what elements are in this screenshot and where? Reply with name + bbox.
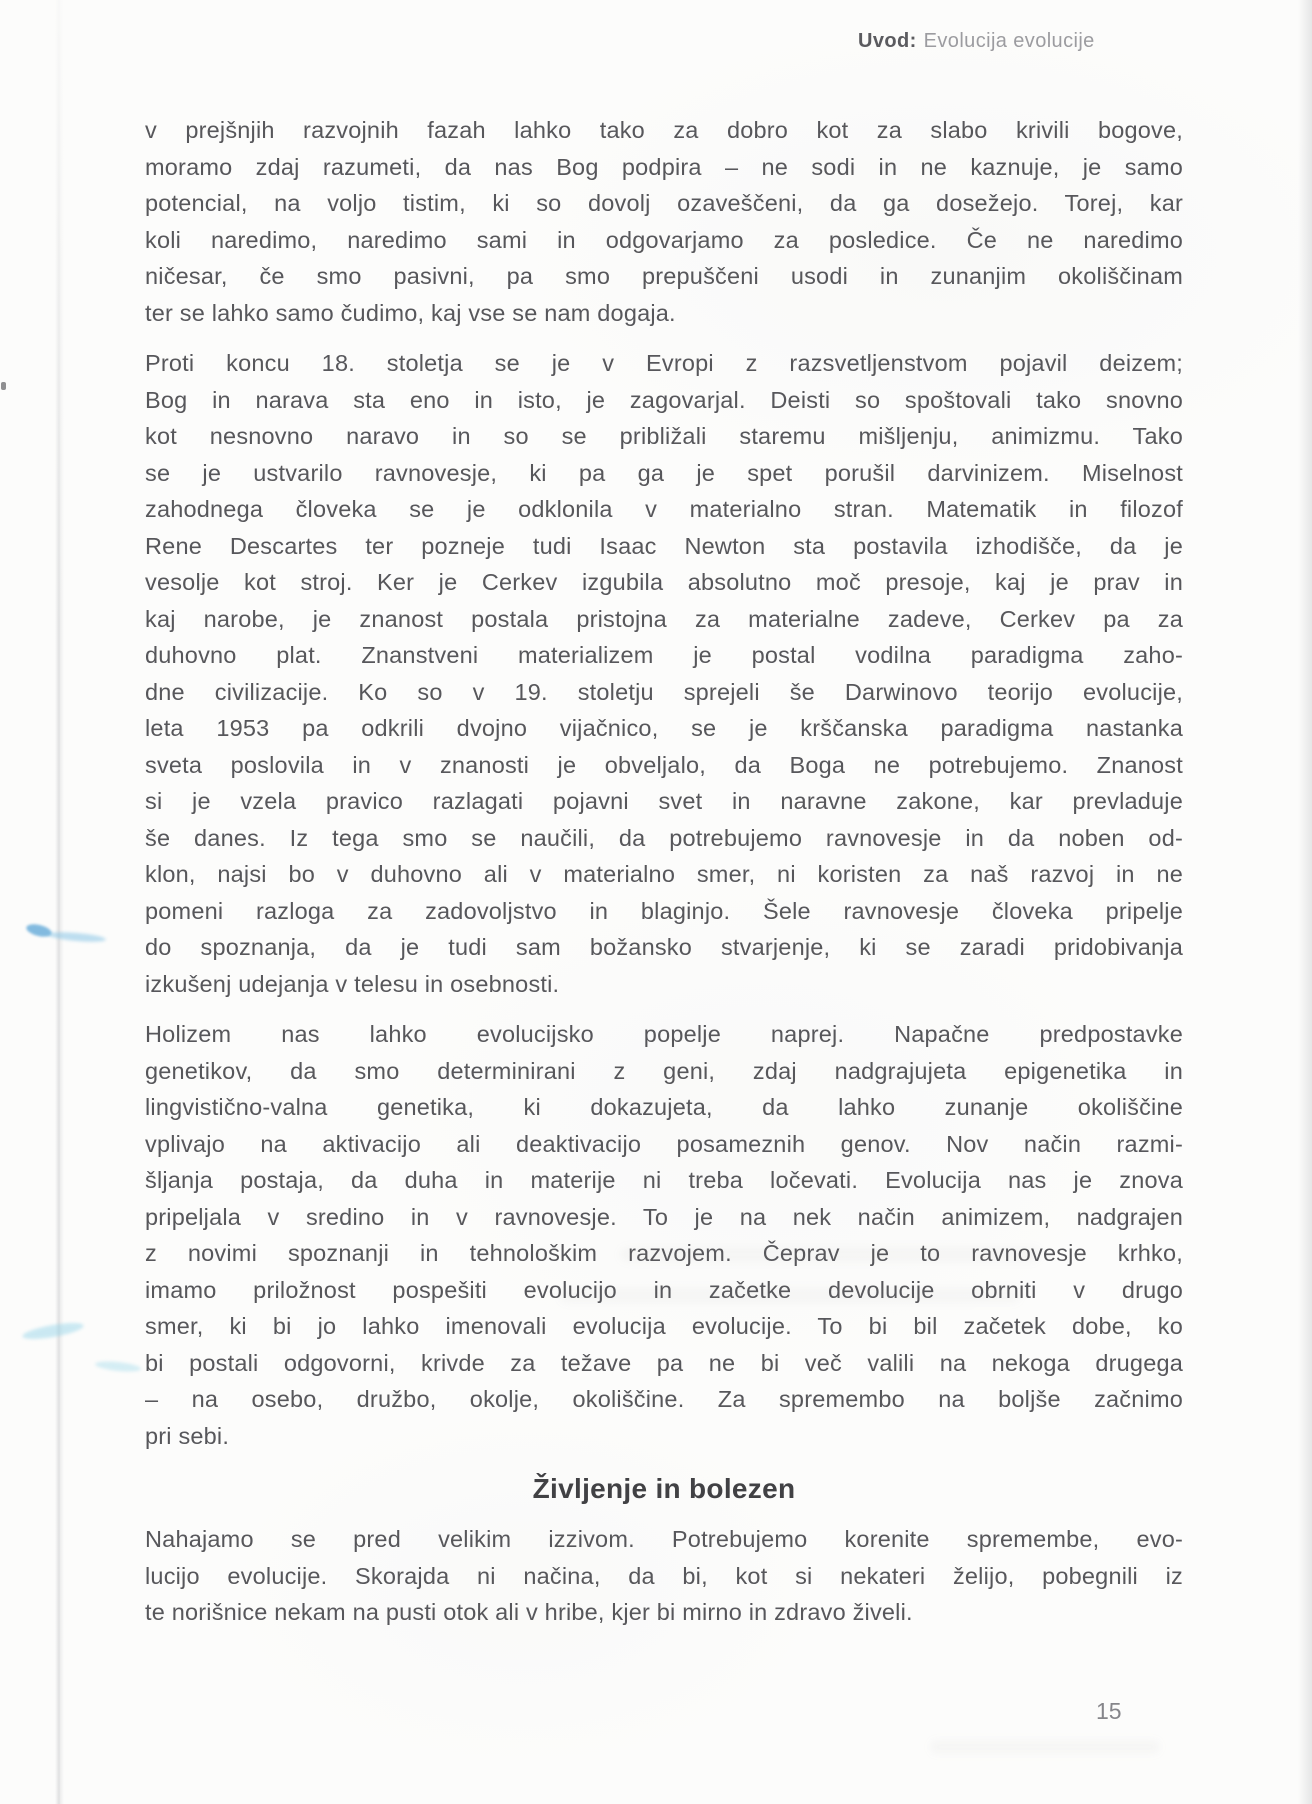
paragraph [145, 1521, 1183, 1631]
text-line: kaj narobe, je znanost postala pristojna za materialne zadeve, Cerkev pa za [145, 605, 1183, 632]
text-line: ter se lahko samo čudimo, kaj vse se nam dogaja. [145, 299, 676, 326]
text-line: duhovno plat. Znanstveni materializem je postal vodilna paradigma zaho- [145, 642, 1183, 668]
text-line: v prejšnjih razvojnih fazah lahko tako za dobro kot za slabo krivili bogove, [145, 117, 1183, 143]
running-header [858, 28, 1095, 54]
text-line: potencial, na voljo tistim, ki so dovolj ozaveščeni, da ga dosežejo. Torej, kar [145, 190, 1183, 216]
text-line: genetikov, da smo determinirani z geni, zdaj nadgrajujeta epigenetika in [145, 1057, 1183, 1084]
text-line: Bog in narava sta eno in isto, je zagovarjal. Deisti so spoštovali tako snovno [145, 386, 1183, 413]
section-heading: Življenje in bolezen [532, 1473, 796, 1504]
page-number: 15 [1096, 1698, 1122, 1724]
scan-speck [1, 382, 6, 390]
text-line: lingvistično-valna genetika, ki dokazujeta, da lahko zunanje okoliščine [145, 1094, 1183, 1120]
text-line: si je vzela pravico razlagati pojavni svet in naravne zakone, kar prevladuje [145, 788, 1183, 814]
text-line: vesolje kot stroj. Ker je Cerkev izgubila absolutno moč presoje, kaj je prav in [145, 569, 1183, 595]
text-line: Proti koncu 18. stoletja se je v Evropi z razsvetljenstvom pojavil deizem; [145, 350, 1183, 376]
paragraph [145, 1016, 1183, 1454]
page-gutter-crease [55, 0, 64, 1804]
bleed-through-ghost [560, 1288, 1020, 1303]
text-line: še danes. Iz tega smo se naučili, da potrebujemo ravnovesje in da noben od- [145, 824, 1183, 851]
bleed-through-ghost [620, 1247, 1040, 1262]
text-line: zahodnega človeka se je odklonila v materialno stran. Matematik in filozof [145, 496, 1183, 522]
text-line: pomeni razloga za zadovoljstvo in blaginjo. Šele ravnovesje človeka pripelje [145, 897, 1183, 924]
text-line: lucijo evolucije. Skorajda ni načina, da bi, kot si nekateri želijo, pobegnili iz [145, 1562, 1183, 1589]
text-line: bi postali odgovorni, krivde za težave pa ne bi več valili na nekoga drugega [145, 1349, 1183, 1376]
body-text-block [145, 112, 1183, 1645]
paragraph [145, 345, 1183, 1002]
text-line: ničesar, če smo pasivni, pa smo prepuščeni usodi in zunanjim okoliščinam [145, 263, 1183, 289]
text-line: z novimi spoznanji in tehnološkim razvojem. Čeprav je to ravnovesje krhko, [145, 1240, 1183, 1266]
text-line: izkušenj udejanja v telesu in osebnosti. [145, 970, 560, 997]
text-line: vplivajo na aktivacijo ali deaktivacijo posameznih genov. Nov način razmi- [145, 1130, 1183, 1157]
running-header-section: Uvod: [858, 30, 917, 52]
text-line: Rene Descartes ter pozneje tudi Isaac Newton sta postavila izhodišče, da je [145, 532, 1183, 559]
text-line: pri sebi. [145, 1422, 230, 1449]
text-line: šljanja postaja, da duha in materije ni treba ločevati. Evolucija nas je znova [145, 1167, 1183, 1193]
running-header-chapter: Evolucija evolucije [923, 30, 1095, 52]
ink-smudge [25, 922, 53, 939]
text-line: moramo zdaj razumeti, da nas Bog podpira – ne sodi in ne kaznuje, je samo [145, 153, 1183, 180]
text-line: do spoznanja, da je tudi sam božansko stvarjenje, ki se zaradi pridobivanja [145, 934, 1183, 960]
text-line: pripeljala v sredino in v ravnovesje. To je na nek način animizem, nadgrajen [145, 1203, 1183, 1230]
text-line: koli naredimo, naredimo sami in odgovarjamo za posledice. Če ne naredimo [145, 226, 1183, 253]
text-line: klon, najsi bo v duhovno ali v materialno smer, ni koristen za naš razvoj in ne [145, 861, 1183, 887]
page-edge-shadow [1298, 0, 1312, 1804]
ink-smudge [21, 1320, 84, 1343]
text-line: se je ustvarilo ravnovesje, ki pa ga je spet porušil darvinizem. Miselnost [145, 459, 1183, 486]
text-line: dne civilizacije. Ko so v 19. stoletju sprejeli še Darwinovo teorijo evolucije, [145, 678, 1183, 705]
text-line: imamo priložnost pospešiti evolucijo in začetke devolucije obrniti v drugo [145, 1276, 1183, 1303]
text-line: Nahajamo se pred velikim izzivom. Potrebujemo korenite spremembe, evo- [145, 1526, 1183, 1552]
paragraph [145, 112, 1183, 331]
text-line: kot nesnovno naravo in so se približali staremu mišljenju, animizmu. Tako [145, 423, 1183, 449]
text-line: te norišnice nekam na pusti otok ali v hribe, kjer bi mirno in zdravo živeli. [145, 1599, 913, 1625]
text-line: smer, ki bi jo lahko imenovali evolucija evolucije. To bi bil začetek dobe, ko [145, 1313, 1183, 1339]
text-line: Holizem nas lahko evolucijsko popelje naprej. Napačne predpostavke [145, 1021, 1183, 1047]
bleed-through-ghost [930, 1740, 1160, 1754]
text-line: – na osebo, družbo, okolje, okoliščine. Za spremembo na boljše začnimo [145, 1386, 1183, 1412]
text-line: sveta poslovila in v znanosti je obveljalo, da Boga ne potrebujemo. Znanost [145, 751, 1183, 778]
text-line: leta 1953 pa odkrili dvojno vijačnico, se je krščanska paradigma nastanka [145, 715, 1183, 741]
ink-smudge [95, 1360, 142, 1374]
